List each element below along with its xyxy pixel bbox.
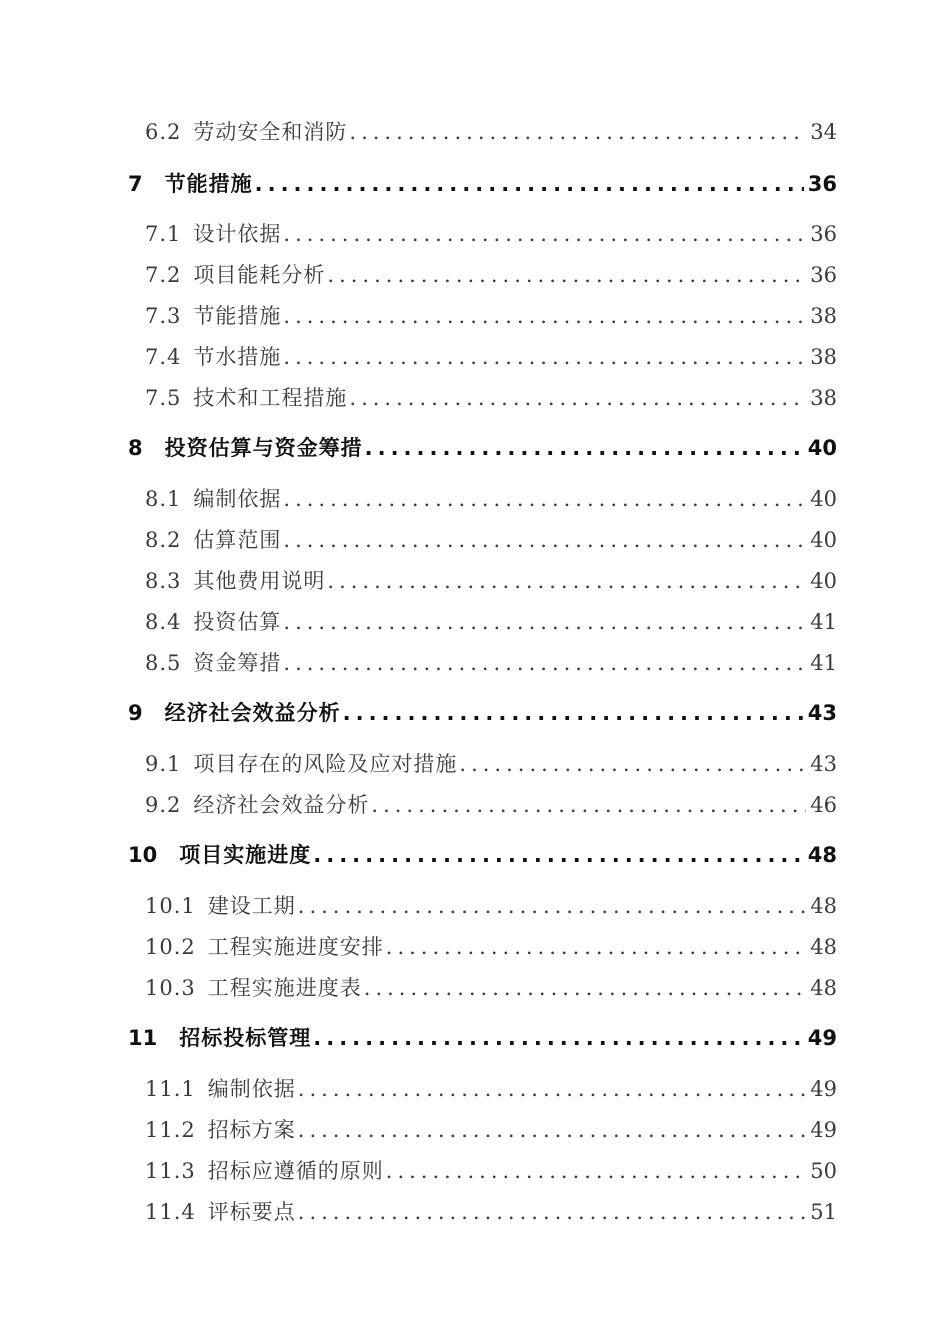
- toc-dot-leader: [283, 304, 806, 328]
- toc-dot-leader: [298, 1200, 807, 1224]
- toc-page-number: 36: [807, 172, 837, 196]
- toc-entry-8-3[interactable]: [145, 565, 837, 595]
- toc-page-number: 40: [810, 487, 837, 511]
- toc-entry-title: 节能措施: [193, 304, 282, 328]
- toc-entry-number: 11.4: [145, 1200, 196, 1224]
- toc-entry-title: 招标方案: [207, 1118, 296, 1142]
- toc-chapter-title: 经济社会效益分析: [164, 701, 341, 725]
- toc-entry-7-2[interactable]: [145, 259, 837, 289]
- toc-entry-title: 编制依据: [207, 1077, 296, 1101]
- toc-dot-leader: [327, 263, 806, 287]
- toc-page-number: 40: [810, 569, 837, 593]
- toc-entry-title: 设计依据: [193, 222, 282, 246]
- toc-dot-leader: [283, 487, 806, 511]
- toc-entry-number: 7.2: [145, 263, 182, 287]
- toc-page-number: 48: [810, 976, 837, 1000]
- toc-entry-title: 劳动安全和消防: [193, 120, 348, 144]
- toc-entry-number: 10.3: [145, 976, 196, 1000]
- toc-entry-number: 8.4: [145, 610, 182, 634]
- toc-dot-leader: [255, 172, 804, 196]
- toc-dot-leader: [283, 222, 806, 246]
- toc-chapter-8[interactable]: [128, 432, 837, 462]
- toc-page-number: 38: [810, 386, 837, 410]
- toc-dot-leader: [459, 752, 806, 776]
- toc-entry-title: 项目存在的风险及应对措施: [193, 752, 458, 776]
- toc-dot-leader: [349, 386, 806, 410]
- toc-chapter-10[interactable]: [128, 839, 837, 869]
- toc-chapter-number: 11: [128, 1026, 158, 1050]
- toc-entry-title: 其他费用说明: [193, 569, 326, 593]
- toc-entry-number: 7.3: [145, 304, 182, 328]
- toc-page-number: 48: [807, 843, 837, 867]
- toc-entry-10-1[interactable]: [145, 890, 837, 920]
- toc-entry-title: 项目能耗分析: [193, 263, 326, 287]
- toc-entry-title: 经济社会效益分析: [193, 793, 370, 817]
- toc-entry-title: 工程实施进度安排: [207, 935, 384, 959]
- toc-entry-11-3[interactable]: [145, 1155, 837, 1185]
- toc-entry-title: 编制依据: [193, 487, 282, 511]
- toc-entry-title: 估算范围: [193, 528, 282, 552]
- toc-page-number: 46: [810, 793, 837, 817]
- toc-page-number: 38: [810, 304, 837, 328]
- toc-entry-number: 11.1: [145, 1077, 196, 1101]
- toc-entry-9-1[interactable]: [145, 748, 837, 778]
- toc-dot-leader: [386, 935, 807, 959]
- toc-dot-leader: [349, 120, 806, 144]
- toc-dot-leader: [283, 610, 806, 634]
- toc-entry-number: 7.5: [145, 386, 182, 410]
- toc-dot-leader: [365, 436, 804, 460]
- toc-entry-title: 招标应遵循的原则: [207, 1159, 384, 1183]
- toc-entry-number: 8.5: [145, 651, 182, 675]
- toc-page-number: 48: [810, 935, 837, 959]
- toc-entry-8-2[interactable]: [145, 524, 837, 554]
- toc-dot-leader: [313, 843, 804, 867]
- toc-entry-number: 10.2: [145, 935, 196, 959]
- toc-dot-leader: [283, 528, 806, 552]
- toc-entry-11-4[interactable]: [145, 1196, 837, 1226]
- toc-entry-number: 10.1: [145, 894, 196, 918]
- toc-entry-7-5[interactable]: [145, 382, 837, 412]
- toc-chapter-7[interactable]: [128, 168, 837, 198]
- toc-page-number: 38: [810, 345, 837, 369]
- toc-page-number: 40: [810, 528, 837, 552]
- toc-page-number: 49: [810, 1118, 837, 1142]
- toc-page-number: 34: [810, 120, 837, 144]
- toc-entry-10-3[interactable]: [145, 972, 837, 1002]
- toc-dot-leader: [364, 976, 807, 1000]
- toc-dot-leader: [313, 1026, 804, 1050]
- toc-entry-number: 8.2: [145, 528, 182, 552]
- toc-dot-leader: [283, 345, 806, 369]
- toc-page-number: 43: [810, 752, 837, 776]
- toc-dot-leader: [283, 651, 806, 675]
- toc-entry-7-4[interactable]: [145, 341, 837, 371]
- toc-dot-leader: [327, 569, 806, 593]
- toc-chapter-title: 节能措施: [164, 172, 253, 196]
- toc-page-number: 41: [810, 610, 837, 634]
- toc-chapter-9[interactable]: [128, 697, 837, 727]
- toc-chapter-title: 投资估算与资金筹措: [164, 436, 363, 460]
- toc-chapter-number: 9: [128, 701, 143, 725]
- toc-entry-number: 9.2: [145, 793, 182, 817]
- toc-chapter-number: 10: [128, 843, 158, 867]
- toc-dot-leader: [298, 894, 807, 918]
- toc-entry-10-2[interactable]: [145, 931, 837, 961]
- toc-entry-title: 节水措施: [193, 345, 282, 369]
- toc-dot-leader: [371, 793, 806, 817]
- toc-entry-6-2[interactable]: [145, 116, 837, 146]
- toc-page-number: 43: [807, 701, 837, 725]
- toc-entry-title: 资金筹措: [193, 651, 282, 675]
- toc-entry-title: 技术和工程措施: [193, 386, 348, 410]
- toc-entry-7-1[interactable]: [145, 218, 837, 248]
- toc-entry-7-3[interactable]: [145, 300, 837, 330]
- toc-entry-title: 评标要点: [207, 1200, 296, 1224]
- toc-dot-leader: [298, 1077, 807, 1101]
- toc-entry-number: 8.1: [145, 487, 182, 511]
- toc-entry-9-2[interactable]: [145, 789, 837, 819]
- toc-entry-8-5[interactable]: [145, 647, 837, 677]
- toc-dot-leader: [343, 701, 804, 725]
- toc-entry-11-1[interactable]: [145, 1073, 837, 1103]
- toc-entry-11-2[interactable]: [145, 1114, 837, 1144]
- toc-entry-title: 建设工期: [207, 894, 296, 918]
- toc-entry-number: 8.3: [145, 569, 182, 593]
- toc-page-number: 36: [810, 263, 837, 287]
- toc-dot-leader: [386, 1159, 807, 1183]
- toc-entry-number: 7.1: [145, 222, 182, 246]
- toc-page-number: 48: [810, 894, 837, 918]
- toc-entry-title: 工程实施进度表: [207, 976, 362, 1000]
- toc-page-number: 40: [807, 436, 837, 460]
- toc-page-number: 51: [810, 1200, 837, 1224]
- toc-dot-leader: [298, 1118, 807, 1142]
- toc-page-number: 41: [810, 651, 837, 675]
- toc-chapter-title: 项目实施进度: [179, 843, 312, 867]
- toc-entry-title: 投资估算: [193, 610, 282, 634]
- toc-page-number: 49: [807, 1026, 837, 1050]
- toc-chapter-11[interactable]: [128, 1022, 837, 1052]
- toc-entry-number: 11.3: [145, 1159, 196, 1183]
- toc-chapter-number: 7: [128, 172, 143, 196]
- toc-page-number: 49: [810, 1077, 837, 1101]
- toc-chapter-title: 招标投标管理: [179, 1026, 312, 1050]
- toc-page-number: 36: [810, 222, 837, 246]
- toc-entry-number: 11.2: [145, 1118, 196, 1142]
- toc-page-number: 50: [810, 1159, 837, 1183]
- toc-entry-number: 6.2: [145, 120, 182, 144]
- toc-entry-number: 7.4: [145, 345, 182, 369]
- toc-entry-number: 9.1: [145, 752, 182, 776]
- toc-entry-8-4[interactable]: [145, 606, 837, 636]
- toc-chapter-number: 8: [128, 436, 143, 460]
- toc-entry-8-1[interactable]: [145, 483, 837, 513]
